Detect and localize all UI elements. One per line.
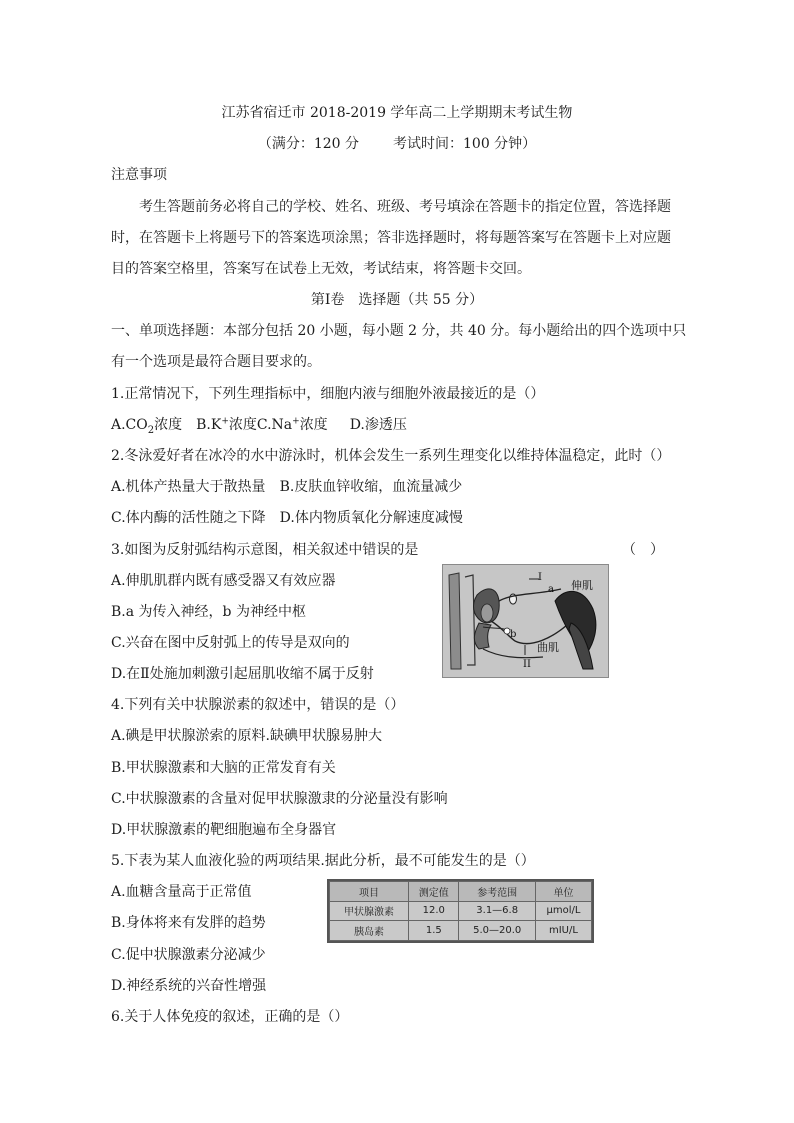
- q4-option-d: D.甲状腺激素的靶细胞遍布全身器官: [111, 822, 337, 838]
- q3-stem: 3.如图为反射弧结构示意图，相关叙述中错误的是: [111, 542, 419, 558]
- q3-option-c: C.兴奋在图中反射弧上的传导是双向的: [111, 635, 350, 651]
- q4-option-c: C.中状腺激素的含量对促甲状腺激隶的分泌量没有影响: [111, 791, 448, 807]
- q1-option-b: B.K+浓度: [196, 416, 257, 433]
- table-cell: 胰岛素: [330, 921, 409, 941]
- fig-label-b: b: [510, 629, 517, 640]
- fig-label-extensor: 伸肌: [571, 579, 593, 592]
- fig-label-i: I: [538, 572, 542, 583]
- q5-option-d: D.神经系统的兴奋性增强: [111, 978, 267, 994]
- q5-option-a: A.血糖含量高于正常值: [111, 884, 252, 900]
- fig-label-a: a: [548, 584, 554, 595]
- q1-options: [111, 415, 407, 435]
- q5-stem: 5.下表为某人血液化验的两项结果.据此分析，最不可能发生的是（）: [111, 853, 535, 869]
- table-header-cell: 测定值: [409, 882, 459, 902]
- table-header-cell: 单位: [535, 882, 591, 902]
- reflex-arc-figure: [442, 564, 609, 678]
- q4-option-a: A.碘是甲状腺淤索的原料.缺碘甲状腺易肿大: [111, 728, 383, 744]
- q3-option-d: D.在Ⅱ处施加刺激引起屈肌收缩不属于反射: [111, 666, 374, 682]
- section-intro: 一、单项选择题：本部分包括 20 小题，每小题 2 分，共 40 分。每小题给出的四个选项中只: [111, 323, 687, 339]
- q5-option-c: C.促中状腺激素分泌减少: [111, 947, 266, 963]
- fig-label-ii: II: [523, 659, 531, 670]
- table-cell: 12.0: [409, 901, 459, 921]
- q5-option-b: B.身体将来有发胖的趋势: [111, 915, 266, 931]
- exam-info: [0, 134, 794, 154]
- table-row: [330, 901, 592, 921]
- exam-title: 江苏省宿迁市 2018-2019 学年高二上学期期末考试生物: [221, 105, 573, 121]
- score-info: （满分：120 分: [257, 136, 359, 152]
- q2-stem: 2.冬泳爱好者在冰冷的水中游泳时，机体会发生一系列生理变化以维持体温稳定，此时（）: [111, 448, 671, 464]
- q2-option-a: A.机体产热量大于散热量: [111, 479, 266, 495]
- table-cell: 3.1—6.8: [459, 901, 535, 921]
- notice-line: 时，在答题卡上将题号下的答案选项涂黑；答非选择题时，将每题答案写在答题卡上对应题: [111, 230, 671, 246]
- reflex-arc-diagram: [443, 565, 608, 677]
- section-intro: 有一个选项是最符合题目要求的。: [111, 354, 321, 370]
- q4-stem: 4.下列有关中状腺淤素的叙述中，错误的是（）: [111, 697, 405, 713]
- q2-options-row1: [111, 477, 462, 497]
- table-header-cell: 项目: [330, 882, 409, 902]
- q3-option-a: A.伸肌肌群内既有感受器又有效应器: [111, 573, 336, 589]
- table-cell: 5.0—20.0: [459, 921, 535, 941]
- table-row: [330, 921, 592, 941]
- q6-stem: 6.关于人体免疫的叙述，正确的是（）: [111, 1009, 349, 1025]
- time-info: 考试时间：100 分钟）: [393, 136, 537, 152]
- blood-test-table: [327, 879, 594, 943]
- table-cell: 1.5: [409, 921, 459, 941]
- q2-options-row2: [111, 508, 463, 528]
- table-cell: mIU/L: [535, 921, 591, 941]
- notice-heading: 注意事项: [111, 167, 167, 183]
- table-cell: 甲状腺激素: [330, 901, 409, 921]
- table-cell: μmol/L: [535, 901, 591, 921]
- q1-option-c: C.Na+浓度: [256, 416, 328, 433]
- section-title: 第Ⅰ卷 选择题（共 55 分）: [310, 292, 484, 308]
- q4-option-b: B.甲状腺激素和大脑的正常发育有关: [111, 760, 336, 776]
- q2-option-b: B.皮肤血锌收缩，血流量减少: [279, 479, 463, 495]
- q1-option-d: D.渗透压: [349, 417, 407, 433]
- q1-option-a: $A.CO_2$浓度: [111, 417, 183, 436]
- q3-answer-paren: （ ）: [622, 542, 664, 558]
- q2-option-d: D.体内物质氧化分解速度减慢: [279, 510, 463, 526]
- fig-label-flexor: 曲肌: [537, 641, 559, 654]
- table-header-cell: 参考范围: [459, 882, 535, 902]
- notice-line: 目的答案空格里，答案写在试卷上无效，考试结束，将答题卡交回。: [111, 261, 531, 277]
- q3-option-b: B.a 为传入神经，b 为神经中枢: [111, 604, 306, 620]
- q1-stem: 1.正常情况下，下列生理指标中，细胞内液与细胞外液最接近的是（）: [111, 386, 545, 402]
- table-header-row: [330, 882, 592, 902]
- q2-option-c: C.体内酶的活性随之下降: [111, 510, 266, 526]
- notice-line: 考生答题前务必将自己的学校、姓名、班级、考号填涂在答题卡的指定位置，答选择题: [139, 199, 671, 215]
